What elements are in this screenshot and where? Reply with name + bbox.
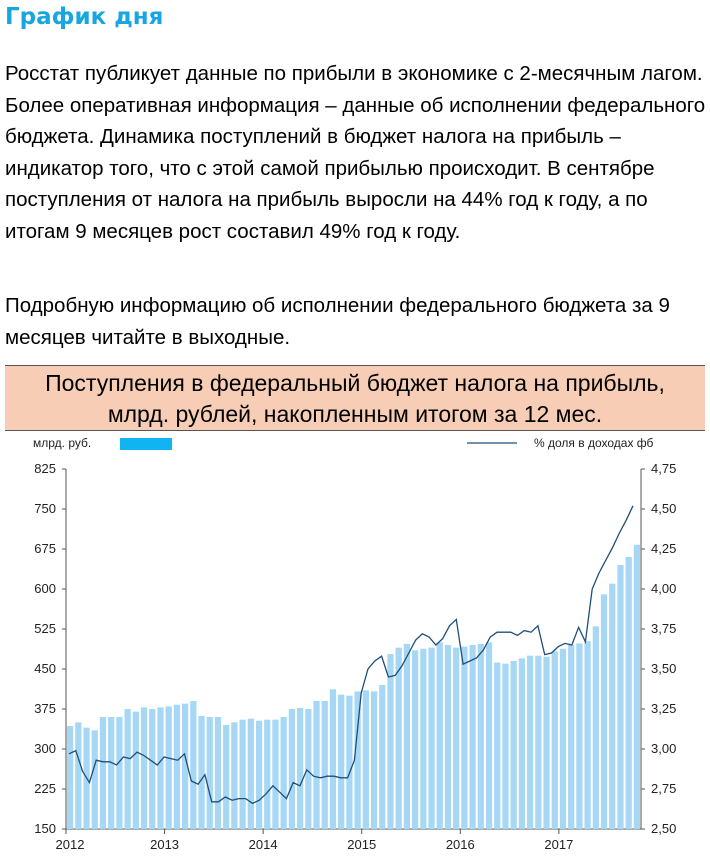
bar (215, 717, 221, 829)
bar (313, 701, 319, 829)
bar (248, 719, 254, 829)
bar (116, 717, 122, 829)
bar (593, 626, 599, 829)
bar (124, 709, 130, 829)
bar (133, 712, 139, 829)
bar (519, 658, 525, 829)
bar (239, 720, 245, 829)
right-tick-label: 3,75 (651, 621, 677, 636)
bar (404, 644, 410, 829)
bar (527, 656, 533, 829)
right-tick-label: 4,50 (651, 501, 677, 516)
bar (371, 691, 377, 829)
bar (437, 642, 443, 829)
left-tick-label: 375 (34, 701, 56, 716)
bar (412, 650, 418, 829)
right-tick-label: 3,25 (651, 701, 677, 716)
bar (428, 648, 434, 829)
left-tick-label: 225 (34, 781, 56, 796)
bar (420, 649, 426, 829)
bar (445, 645, 451, 829)
bar (272, 720, 278, 829)
bar (330, 689, 336, 829)
left-tick-label: 450 (34, 661, 56, 676)
right-tick-label: 4,00 (651, 581, 677, 596)
bar (92, 730, 98, 829)
bar (486, 642, 492, 829)
bar (297, 708, 303, 829)
bar (67, 726, 73, 829)
bar (305, 709, 311, 829)
right-tick-label: 2,75 (651, 781, 677, 796)
right-tick-label: 4,25 (651, 541, 677, 556)
bar (346, 696, 352, 829)
bar (256, 721, 262, 829)
bar (363, 690, 369, 829)
bar (264, 720, 270, 829)
left-tick-label: 525 (34, 621, 56, 636)
bar (108, 717, 114, 829)
right-tick-label: 2,50 (651, 821, 677, 836)
bar (387, 654, 393, 829)
bar (469, 645, 475, 829)
bar (560, 649, 566, 829)
bar (322, 701, 328, 829)
bar (198, 716, 204, 829)
bar (568, 645, 574, 829)
bar (617, 565, 623, 829)
bar (207, 717, 213, 829)
bar (453, 648, 459, 829)
bar (75, 722, 81, 829)
bar (494, 663, 500, 829)
left-tick-label: 600 (34, 581, 56, 596)
bar (396, 648, 402, 829)
bar (601, 594, 607, 829)
bar (576, 643, 582, 829)
x-tick-label: 2013 (150, 837, 180, 852)
bar (609, 584, 615, 829)
bar (157, 707, 163, 829)
x-tick-label: 2012 (55, 837, 85, 852)
chart-title-line-2: млрд. рублей, накопленным итогом за 12 мес. (107, 401, 603, 427)
bar (190, 701, 196, 829)
bar (100, 717, 106, 829)
profit-tax-chart (0, 432, 710, 860)
budget-note-paragraph: Подробную информацию об исполнении федерального бюджета за 9 месяцев читайте в выходные. (5, 294, 670, 349)
bar (174, 705, 180, 829)
x-tick-label: 2014 (248, 837, 278, 852)
bar (584, 641, 590, 829)
bar (223, 725, 229, 829)
intro-paragraph: Росстат публикует данные по прибыли в экономике с 2-месячным лагом. Более оперативная информация – данные об исполнении федерального бюджета. Динамика поступлений в бюджет налога на прибыль – индикатор того, что с этой самой прибылью происходит. В сентябре поступления от налога на прибыль выросли на 44% год к году, а по итогам 9 месяцев рост составил 49% год к году. (5, 62, 706, 243)
bar (626, 557, 632, 829)
bar (166, 706, 172, 829)
bar (543, 657, 549, 829)
legend-bars-label: млрд. руб. (33, 436, 92, 450)
left-tick-label: 150 (34, 821, 56, 836)
legend-bars-swatch (120, 438, 172, 450)
bar (535, 656, 541, 829)
bar (379, 685, 385, 829)
right-tick-label: 4,75 (651, 461, 677, 476)
bar (231, 722, 237, 829)
left-tick-label: 825 (34, 461, 56, 476)
page-heading: График дня (5, 4, 164, 30)
left-tick-label: 300 (34, 741, 56, 756)
left-tick-label: 675 (34, 541, 56, 556)
bar (502, 664, 508, 829)
bar (461, 647, 467, 829)
bar (149, 709, 155, 829)
bar (289, 709, 295, 829)
bar (511, 661, 517, 829)
bar (338, 695, 344, 829)
chart-title-line-1: Поступления в федеральный бюджет налога на прибыль, (45, 370, 665, 396)
bar (634, 545, 640, 829)
bar (552, 651, 558, 829)
left-tick-label: 750 (34, 501, 56, 516)
chart-title-banner (5, 365, 705, 431)
legend-line-label: % доля в доходах фб (534, 436, 654, 450)
x-tick-label: 2016 (445, 837, 475, 852)
x-tick-label: 2015 (347, 837, 377, 852)
right-tick-label: 3,50 (651, 661, 677, 676)
bar (478, 644, 484, 829)
x-tick-label: 2017 (544, 837, 574, 852)
bar (141, 707, 147, 829)
bar (281, 717, 287, 829)
right-tick-label: 3,00 (651, 741, 677, 756)
